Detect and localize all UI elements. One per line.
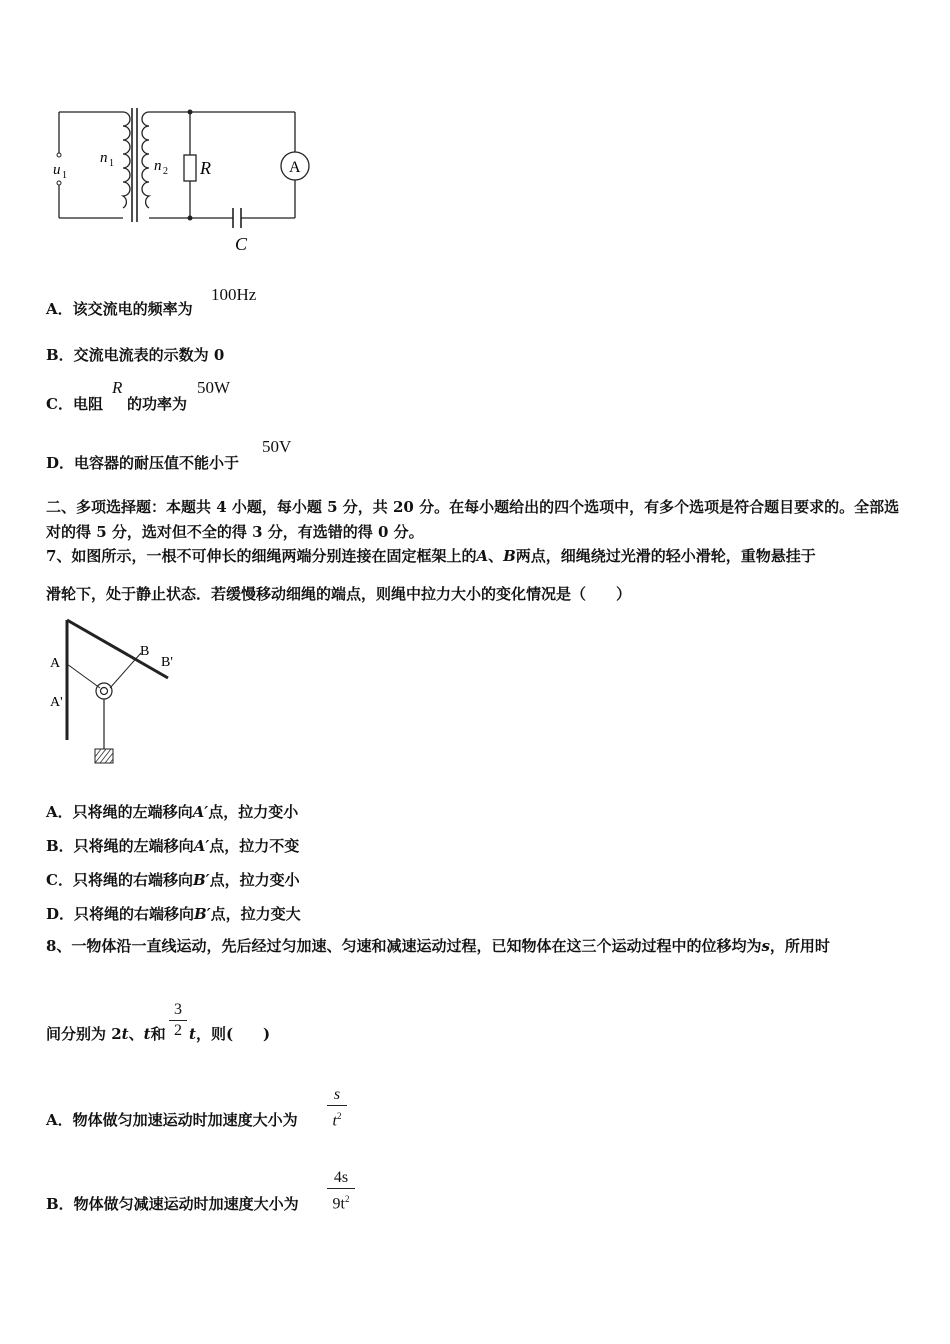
q8-option-b-den: 9t (332, 1195, 345, 1213)
q7-point-a: A (476, 547, 489, 565)
label-u1: u (53, 162, 61, 178)
junction-bottom (188, 216, 193, 221)
q6-option-c-prefix: C．电阻 (46, 395, 103, 413)
q8-option-a: A．物体做匀加速运动时加速度大小为 (46, 1111, 298, 1129)
q7-option-d-pt: B′ (194, 905, 211, 923)
q8-option-a-den-wrap (327, 1106, 347, 1131)
q8-fraction-three-halves (169, 1000, 187, 1041)
q7-stem-line1 (46, 544, 816, 569)
frame-slanted-bar (67, 620, 168, 678)
q8-stem-line2-right (189, 1022, 270, 1047)
label-ammeter: A (289, 159, 301, 176)
secondary-coil (142, 112, 149, 208)
rope-right (110, 653, 141, 688)
q8-t2: t (143, 1025, 151, 1043)
q7-option-d-post: 点，拉力变大 (210, 905, 301, 923)
q8-option-b-fraction (327, 1168, 355, 1214)
q8-t3: t (189, 1025, 196, 1043)
q7-stem-line1-a: 7、如图所示，一根不可伸长的细绳两端分别连接在固定框架上的 (46, 547, 477, 565)
section2-heading: 二、多项选择题：本题共 4 小题，每小题 5 分，共 20 分。在每小题给出的四个选项中，有多个选项是符合题目要求的。全部选对的得 5 分，选对但不全的得 3 分，有选错的得 0 分。 (46, 498, 900, 541)
q7-option-c-pre: C．只将绳的右端移向 (46, 871, 193, 889)
q8-stem-line1-b: ，所用时 (769, 937, 830, 955)
q6-option-b: B．交流电流表的示数为 0 (46, 346, 225, 364)
pulley-inner (101, 688, 108, 695)
q7-sep: 、 (488, 547, 504, 565)
label-n1-sub: 1 (109, 158, 114, 169)
pulley-frame-diagram (40, 612, 190, 772)
q7-option-a (46, 801, 298, 822)
q8-line2-a: 间分别为 2 (46, 1025, 122, 1043)
q8-option-b-den-wrap (327, 1189, 355, 1214)
q7-option-b-pt: A′ (193, 837, 210, 855)
q8-frac-num: 3 (174, 1001, 182, 1018)
q6-option-c (46, 393, 103, 414)
pulley-outer (96, 683, 112, 699)
q7-option-a-post: 点，拉力变小 (208, 803, 299, 821)
terminal-bottom (57, 181, 61, 185)
terminal-top (57, 153, 61, 157)
q7-option-c (46, 869, 300, 890)
resistor-R (184, 155, 196, 181)
label-C: C (235, 234, 248, 254)
transformer-circuit-diagram (45, 100, 325, 260)
q6-option-a-text: A．该交流电的频率为 (46, 300, 193, 318)
q8-option-b-num: 4s (333, 1169, 349, 1186)
label-R: R (200, 158, 211, 178)
rope-left (67, 664, 100, 688)
q8-stem-line2-left (46, 1022, 166, 1047)
q8-line2-d: ，则( ) (195, 1025, 271, 1043)
q7-option-d (46, 903, 301, 924)
q7-option-c-post: 点，拉力变小 (209, 871, 300, 889)
q6-option-a (46, 298, 193, 319)
q8-option-a-num: s (333, 1086, 341, 1103)
q8-option-b: B．物体做匀减速运动时加速度大小为 (46, 1195, 299, 1213)
fig-label-A: A (50, 656, 61, 671)
q6-option-c-middle: 的功率为 (127, 395, 188, 413)
q6-option-d-value: 50V (262, 437, 292, 456)
q6-option-d: D．电容器的耐压值不能小于 (46, 454, 240, 472)
q7-option-a-pre: A．只将绳的左端移向 (46, 803, 193, 821)
q8-line2-c: 和 (150, 1025, 166, 1043)
q7-stem-line2: 滑轮下，处于静止状态．若缓慢移动细绳的端点，则绳中拉力大小的变化情况是（ ） (46, 585, 632, 603)
q6-option-a-value: 100Hz (211, 285, 257, 304)
q6-option-c-value: 50W (197, 378, 231, 397)
q8-option-a-fraction (327, 1085, 347, 1131)
q7-option-a-pt: A′ (192, 803, 209, 821)
label-n1: n (100, 150, 108, 166)
fig-label-B-prime: B' (161, 655, 173, 670)
q8-stem-line1 (46, 934, 830, 959)
label-u1-sub: 1 (62, 170, 67, 181)
label-n2-sub: 2 (163, 166, 168, 177)
q8-option-a-den-exp: 2 (336, 1111, 342, 1121)
q8-frac-den: 2 (174, 1022, 182, 1039)
q8-option-a-den: t (332, 1112, 337, 1130)
q7-option-c-pt: B′ (192, 871, 210, 889)
fig-label-A-prime: A' (50, 695, 63, 710)
q8-stem-line1-a: 8、一物体沿一直线运动，先后经过匀加速、匀速和减速运动过程，已知物体在这三个运动过程中的位移均为 (46, 937, 762, 955)
q8-s: s (761, 937, 770, 955)
fig-label-B: B (140, 644, 150, 659)
primary-coil (123, 112, 130, 208)
q8-t1: t (121, 1025, 129, 1043)
q7-option-d-pre: D．只将绳的右端移向 (46, 905, 195, 923)
label-n2: n (154, 158, 162, 174)
q6-option-c-symbol: R (112, 378, 123, 397)
q7-option-b (46, 835, 299, 856)
q7-option-b-post: 点，拉力不变 (209, 837, 300, 855)
q7-stem-line1-b: 两点，细绳绕过光滑的轻小滑轮，重物悬挂于 (515, 547, 816, 565)
q8-line2-b: 、 (128, 1025, 144, 1043)
q7-point-b: B (503, 547, 516, 565)
junction-top (188, 110, 193, 115)
q8-option-b-den-exp: 2 (344, 1194, 350, 1204)
q7-option-b-pre: B．只将绳的左端移向 (46, 837, 194, 855)
